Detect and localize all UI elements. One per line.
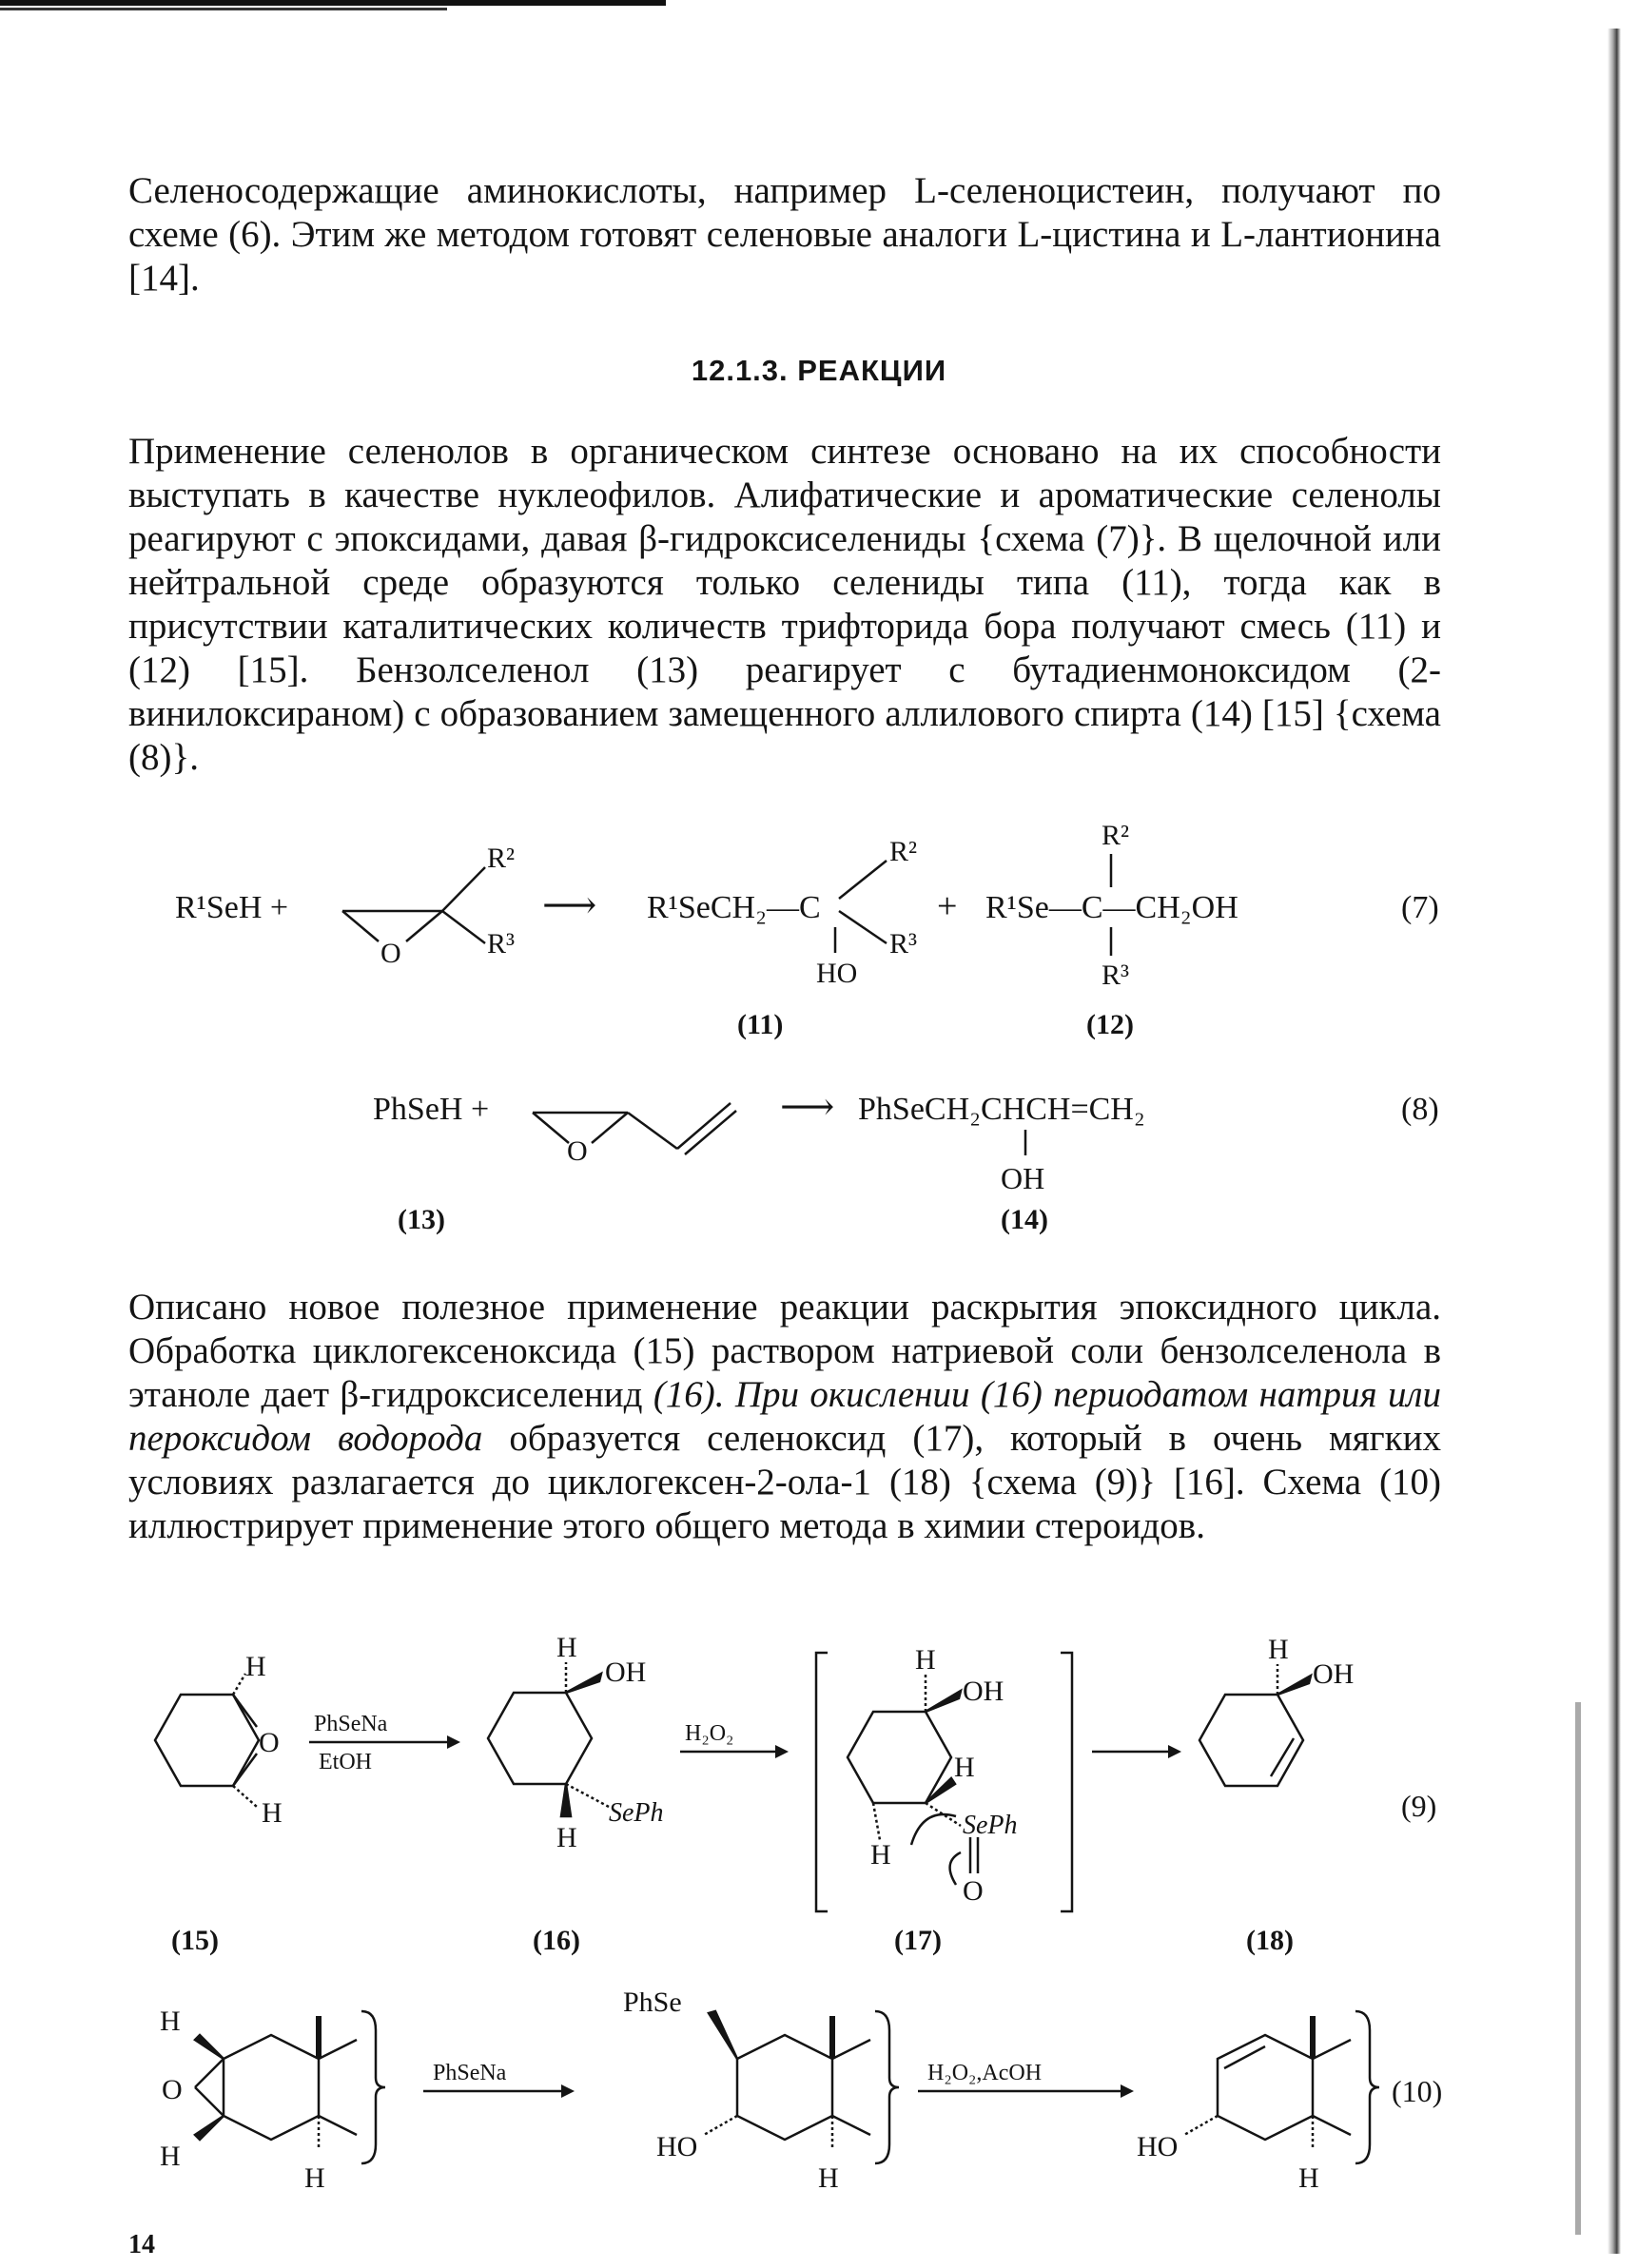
steroid-selenide-ring xyxy=(704,2011,899,2163)
epoxide-oxygen-10: O xyxy=(162,2074,183,2105)
scheme7-reactant: R¹SeH + xyxy=(175,890,289,925)
c1-hydrogen: H xyxy=(556,1636,577,1663)
epoxide-h-top: H xyxy=(245,1651,266,1682)
arrow-10-step1-head xyxy=(561,2084,575,2098)
product-14-formula: PhSeCH₂CHCH=CH₂ xyxy=(858,1092,1145,1127)
scheme8-reactant: PhSeH + xyxy=(373,1092,490,1127)
scheme8-number: (8) xyxy=(1401,1092,1439,1127)
scan-top-border xyxy=(0,0,666,6)
arrow-16-17-head xyxy=(775,1745,789,1758)
substituent-r2: R² xyxy=(487,843,516,874)
c2-hydrogen-17: H xyxy=(954,1752,975,1783)
steroid-hydroxyl-1: HO xyxy=(656,2131,698,2162)
arrow-10-step2-head xyxy=(1121,2084,1134,2098)
paragraph-epoxide-opening: Описано новое полезное применение реакции раскрытия эпоксидного цикла. Обработка циклогексеноксида (15) раствором натриевой соли бензолселенола в этаноле дает β-гидроксиселенид (16). При окислении (16) периодатом натрия или пероксидом водорода образуется селеноксид (17), который в очень мягких условиях разлагается до циклогексен-2-ола-1 (18) {схема (9)} [16]. Схема (10) иллюстрирует применение этого общего метода в химии стероидов. xyxy=(128,1287,1441,1546)
steroid-epoxide-ring xyxy=(195,2011,385,2163)
product-14-hydroxyl: OH xyxy=(1001,1161,1045,1195)
scheme7-number: (7) xyxy=(1401,890,1439,925)
substituent-r3: R³ xyxy=(487,928,516,960)
section-heading: 12.1.3. РЕАКЦИИ xyxy=(691,354,947,387)
cyclohexenol-ring xyxy=(1199,1664,1311,1786)
vinyloxirane-oxygen: O xyxy=(567,1135,588,1167)
compound-label-17: (17) xyxy=(894,1925,942,1956)
epoxide-h-bottom-10: H xyxy=(160,2141,181,2172)
reagent-phsena: PhSeNa xyxy=(314,1712,388,1736)
compound-label-12: (12) xyxy=(1086,1009,1134,1040)
page-number: 14 xyxy=(128,2230,155,2259)
product-11-r2: R² xyxy=(889,836,918,867)
plus-sign: + xyxy=(937,886,958,926)
compound-label-18: (18) xyxy=(1246,1925,1294,1956)
c1-hydrogen-17: H xyxy=(915,1644,936,1676)
ring-junction-h-1: H xyxy=(304,2162,325,2194)
c1-hydroxyl-17: OH xyxy=(963,1676,1004,1707)
c2-seph-17: SePh xyxy=(963,1811,1018,1840)
epoxide-h-top-10: H xyxy=(160,2006,181,2037)
c1-hydroxyl-18: OH xyxy=(1313,1658,1355,1690)
reagent-etoh: EtOH xyxy=(319,1750,372,1774)
product-12-r2: R² xyxy=(1102,820,1130,851)
ring-junction-h-2: H xyxy=(818,2162,839,2194)
compound-label-11: (11) xyxy=(737,1009,784,1040)
epoxide-oxygen: O xyxy=(380,938,401,969)
cyclohexene-oxide-ring xyxy=(155,1674,259,1807)
compound-label-16: (16) xyxy=(533,1925,580,1956)
product-12-r3: R³ xyxy=(1102,960,1130,991)
scheme9-number: (9) xyxy=(1401,1789,1437,1823)
c1-hydroxyl: OH xyxy=(605,1657,647,1688)
scheme10-number: (10) xyxy=(1392,2074,1443,2108)
reagent-h2o2-acoh: H₂O₂,AcOH xyxy=(927,2061,1043,2085)
epoxide-oxygen-15: O xyxy=(259,1727,280,1758)
compound-label-14: (14) xyxy=(1001,1204,1048,1235)
vinyloxirane xyxy=(533,1103,736,1154)
scan-top-border-2 xyxy=(0,8,447,10)
bracket-intermediate xyxy=(816,1653,1072,1911)
steroid-allylic-alcohol-ring xyxy=(1184,2011,1379,2163)
steroid-hydroxyl-2: HO xyxy=(1137,2131,1179,2162)
product-11-bonds xyxy=(835,861,887,953)
c3-hydrogen-17: H xyxy=(870,1839,891,1871)
reaction-arrow: ⟶ xyxy=(542,883,597,926)
c1-hydrogen-18: H xyxy=(1268,1636,1289,1665)
ring-junction-h-3: H xyxy=(1298,2162,1319,2194)
compound-label-13: (13) xyxy=(398,1204,445,1235)
hydroxyselenide-ring xyxy=(488,1662,609,1816)
reagent-phsena-10: PhSeNa xyxy=(433,2061,507,2085)
scheme-10 xyxy=(0,1992,1638,2201)
epoxide-ring xyxy=(342,867,485,943)
arrow-15-16-head xyxy=(447,1735,460,1749)
scheme-9 xyxy=(0,1636,1638,1968)
scheme-8 xyxy=(0,1065,1638,1246)
product-11-r3: R³ xyxy=(889,928,918,960)
steroid-phse: PhSe xyxy=(623,1992,682,2018)
scheme8-arrow: ⟶ xyxy=(780,1085,835,1128)
product-11-hydroxyl: HO xyxy=(816,958,858,989)
c2-hydrogen: H xyxy=(556,1822,577,1853)
arrow-17-18-head xyxy=(1168,1745,1181,1758)
product-12-formula: R¹Se—C—CH₂OH xyxy=(985,890,1238,925)
paragraph-selenoamino-acids: Селеносодержащие аминокислоты, например L-селеноцистеин, получают по схеме (6). Этим же методом готовят селеновые аналоги L-цистина и L-лантионина [14]. xyxy=(128,170,1441,299)
paragraph-selenol-reactions: Применение селенолов в органическом синтезе основано на их способности выступать в качестве нуклеофилов. Алифатические и ароматические селенолы реагируют с эпоксидами, давая β-гидроксиселениды {схема (7)}. В щелочной или нейтральной среде образуются только селениды типа (11), тогда как в присутствии каталитических количеств трифторида бора получают смесь (11) и (12) [15]. Бензолселенол (13) реагирует с бутадиенмоноксидом (2-винилоксираном) с образованием замещенного аллилового спирта (14) [15] {схема (8)}. xyxy=(128,431,1441,778)
reagent-h2o2: H₂O₂ xyxy=(685,1721,734,1746)
selenoxide-oxygen: O xyxy=(963,1875,984,1907)
product-11-formula: R¹SeCH₂—C xyxy=(647,890,821,925)
compound-label-15: (15) xyxy=(171,1925,219,1956)
epoxide-h-bottom: H xyxy=(262,1797,283,1829)
c2-seph: SePh xyxy=(609,1798,664,1828)
scheme-7 xyxy=(0,808,1638,1046)
